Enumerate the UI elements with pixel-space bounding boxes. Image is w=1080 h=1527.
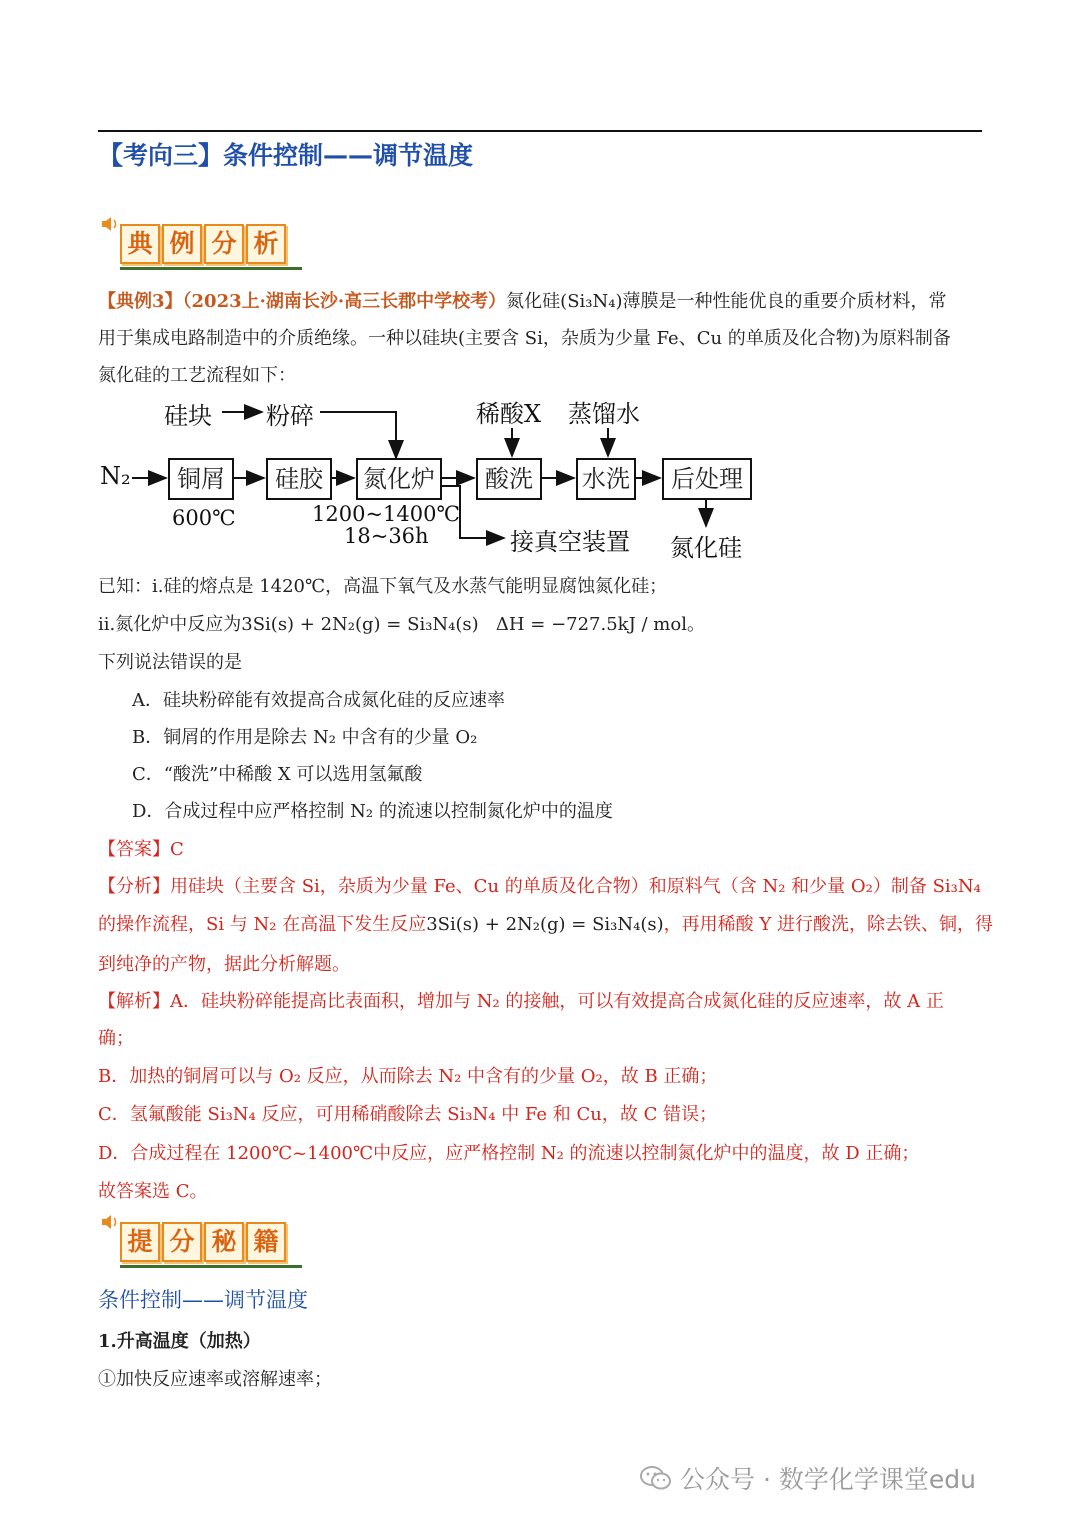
tips-point-1: ①加快反应速率或溶解速率； <box>98 1369 332 1390</box>
option-c: C．“酸洗”中稀酸 X 可以选用氢氟酸 <box>132 764 423 785</box>
explain-a-text: A．硅块粉碎能提高比表面积，增加与 N₂ 的接触，可以有效提高合成氮化硅的反应速率，故 A 正 <box>170 991 944 1012</box>
badge-char: 典 <box>120 224 160 264</box>
analysis-text-1: 用硅块（主要含 Si，杂质为少量 Fe、Cu 的单质及化合物）和原料气（含 N₂ 和少量 O₂）制备 Si₃N₄ <box>170 876 981 897</box>
badge-char: 分 <box>162 1222 202 1262</box>
badge-char: 籍 <box>246 1222 286 1262</box>
flow-temp-range: 1200~1400℃ <box>312 502 460 526</box>
explain-c: C．氢氟酸能 Si₃N₄ 反应，可用稀硝酸除去 Si₃N₄ 中 Fe 和 Cu，故 C 错误； <box>98 1104 718 1125</box>
answer-value: C <box>170 839 184 860</box>
flow-product: 氮化硅 <box>670 534 742 562</box>
explain-a-line-1 <box>98 987 944 1013</box>
explain-b: B．加热的铜屑可以与 O₂ 反应，从而除去 N₂ 中含有的少量 O₂，故 B 正确； <box>98 1066 718 1087</box>
example-line-3: 氮化硅的工艺流程如下： <box>98 365 296 386</box>
explain-tag: 【解析】 <box>98 991 170 1012</box>
flow-crush: 粉碎 <box>266 402 314 430</box>
known-ii-enthalpy: ΔH = −727.5kJ / mol <box>495 614 687 635</box>
question: 下列说法错误的是 <box>98 652 242 673</box>
explain-conclusion: 故答案选 C。 <box>98 1181 208 1202</box>
example-source: （2023上·湖南长沙·高三长郡中学校考） <box>182 291 507 312</box>
option-a: A．硅块粉碎能有效提高合成氮化硅的反应速率 <box>132 690 505 711</box>
flow-dilute-acid: 稀酸X <box>476 400 542 428</box>
analysis-line-1 <box>98 872 981 898</box>
badge-char: 例 <box>162 224 202 264</box>
tips-heading-1: 1.升高温度（加热） <box>98 1331 261 1352</box>
option-d: D．合成过程中应严格控制 N₂ 的流速以控制氮化炉中的温度 <box>132 801 613 822</box>
known-ii-prefix: ii.氮化炉中反应为 <box>98 614 242 635</box>
option-b: B．铜屑的作用是除去 N₂ 中含有的少量 O₂ <box>132 727 478 748</box>
analysis-tag: 【分析】 <box>98 876 170 897</box>
flow-time: 18~36h <box>344 524 429 548</box>
badge-underline <box>120 1265 302 1268</box>
analysis-equation: 3Si(s) + 2N₂(g) = Si₃N₄(s) <box>426 914 664 935</box>
wechat-icon <box>640 1465 672 1491</box>
flow-box-water-wash: 水洗 <box>576 458 636 500</box>
flow-silicon-block: 硅块 <box>164 402 212 430</box>
answer <box>98 835 184 861</box>
known-ii <box>98 610 705 636</box>
speaker-icon <box>100 1212 120 1232</box>
known-i: 已知：i.硅的熔点是 1420℃，高温下氧气及水蒸气能明显腐蚀氮化硅； <box>98 576 668 597</box>
example-line-2: 用于集成电路制造中的介质绝缘。一种以硅块(主要含 Si，杂质为少量 Fe、Cu 的单质及化合物)为原料制备 <box>98 328 951 349</box>
example-tag: 【典例3】 <box>98 291 183 312</box>
analysis-text-2b: ，再用稀酸 Y 进行酸洗，除去铁、铜，得 <box>663 914 993 935</box>
flow-box-furnace: 氮化炉 <box>356 458 442 500</box>
flow-temp-600: 600℃ <box>172 506 236 530</box>
analysis-line-2 <box>98 910 993 936</box>
flow-box-silica-gel: 硅胶 <box>266 458 332 500</box>
flow-box-post: 后处理 <box>662 458 752 500</box>
flow-box-acid-wash: 酸洗 <box>476 458 542 500</box>
badge-char: 提 <box>120 1222 160 1262</box>
example-text: 氮化硅(Si₃N₄)薄膜是一种性能优良的重要介质材料，常 <box>506 291 947 312</box>
tips-title: 条件控制——调节温度 <box>98 1288 308 1312</box>
known-ii-end: 。 <box>686 614 705 635</box>
flow-distilled-water: 蒸馏水 <box>568 400 640 428</box>
badge-char: 析 <box>246 224 286 264</box>
watermark <box>640 1460 976 1496</box>
flow-box-copper: 铜屑 <box>168 458 234 500</box>
flow-vacuum: 接真空装置 <box>510 528 630 556</box>
badge-tips <box>100 1212 286 1262</box>
explain-d: D．合成过程在 1200℃~1400℃中反应，应严格控制 N₂ 的流速以控制氮化炉中的温度，故 D 正确； <box>98 1143 920 1164</box>
flow-n2: N₂ <box>100 462 131 490</box>
answer-tag: 【答案】 <box>98 839 170 860</box>
badge-char: 分 <box>204 224 244 264</box>
known-ii-equation: 3Si(s) + 2N₂(g) = Si₃N₄(s) <box>241 614 479 635</box>
badge-char: 秘 <box>204 1222 244 1262</box>
explain-a-line-2: 确； <box>98 1028 134 1049</box>
section-heading: 【考向三】条件控制——调节温度 <box>98 141 474 170</box>
watermark-text: 公众号 · 数学化学课堂edu <box>680 1465 976 1494</box>
analysis-text-2a: 的操作流程，Si 与 N₂ 在高温下发生反应 <box>98 914 427 935</box>
analysis-line-3: 到纯净的产物，据此分析解题。 <box>98 954 350 975</box>
